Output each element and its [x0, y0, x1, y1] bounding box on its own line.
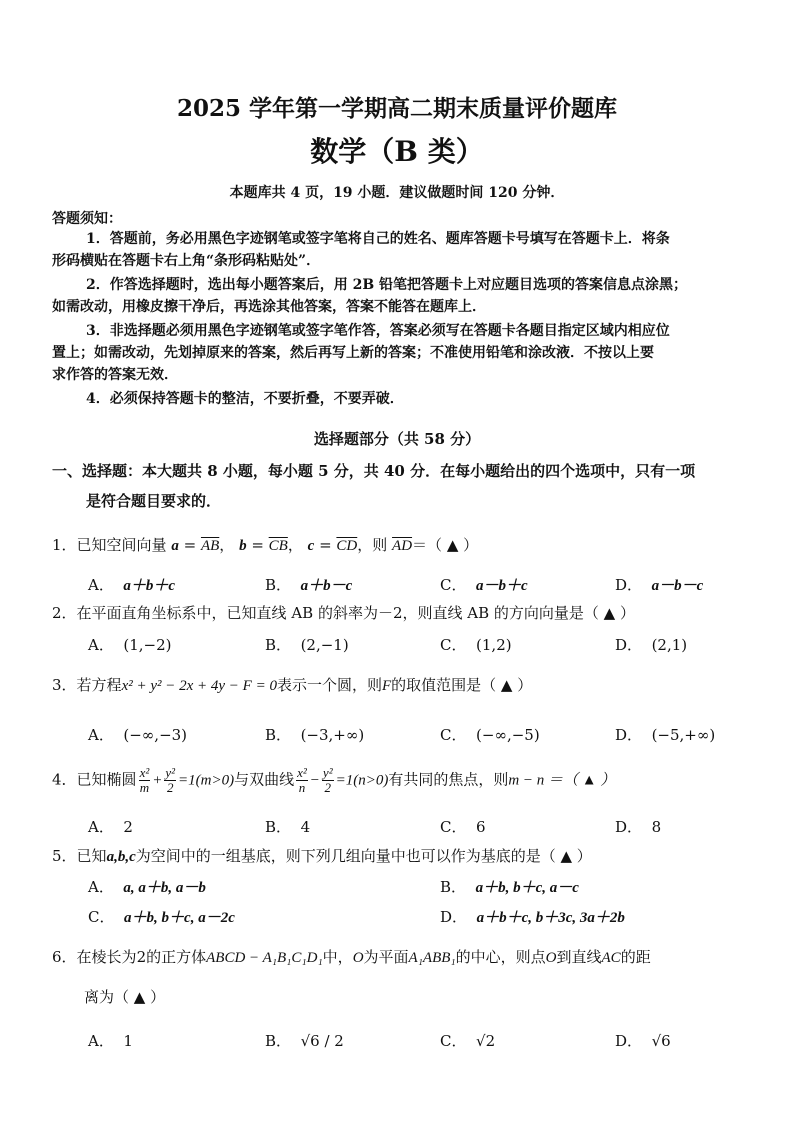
option-a[interactable]: A． (1,−2)	[88, 636, 172, 654]
question-number: 1．	[52, 536, 77, 554]
question-5: 5．已知a,b,c为空间中的一组基底，则下列几组向量中也可以作为基底的是（ ▲ ）	[52, 847, 592, 865]
question-4: 4．已知椭圆 $\frac{\text{x²}}{m}$ + $\frac{\text{y²}}{2}$ =1(m>0)与双曲线 $\frac{\text{x²}}{n}$ − $\frac{\text{y²}}{2}$ =1(n>0)有共同的焦点，则m − n ＝（ ▲ ）	[52, 765, 616, 795]
question-2: 2．在平面直角坐标系中，已知直线 AB 的斜率为－2，则直线 AB 的方向向量是（ ▲ ）	[52, 604, 635, 622]
option-b[interactable]: B． 4	[265, 818, 311, 836]
note-line: 置上；如需改动，先划掉原来的答案，然后再写上新的答案；不准使用铅笔和涂改液．不按以上要	[52, 345, 654, 361]
option-b[interactable]: B． a＋b, b＋c, a－c	[440, 878, 579, 896]
option-a[interactable]: A． 2	[88, 818, 133, 836]
option-d[interactable]: D． a－b－c	[615, 576, 704, 594]
option-b[interactable]: B． (−3,+∞)	[265, 726, 365, 744]
hyperbola-term-y: $\frac{\text{y²}}{2}$	[322, 765, 333, 795]
question-6-cont: 离为（ ▲ ）	[84, 988, 166, 1006]
option-a[interactable]: A． 1	[88, 1032, 133, 1050]
notes-heading: 答题须知：	[52, 211, 122, 227]
option-c[interactable]: C． (−∞,−5)	[440, 726, 540, 744]
question-3: 3．若方程x² + y² − 2x + 4y − F = 0表示一个圆，则F的取值范围是（ ▲ ）	[52, 676, 533, 694]
note-line: 形码横贴在答题卡右上角“条形码粘贴处”．	[52, 253, 321, 269]
question-number: 3．	[52, 676, 77, 694]
note-line: 如需改动，用橡皮擦干净后，再选涂其他答案，答案不能答在题库上．	[52, 299, 486, 315]
subject-title: 数学（B 类）	[310, 135, 484, 168]
note-line: 1．答题前，务必用黑色字迹钢笔或签字笔将自己的姓名、题库答题卡号填写在答题卡上．将条	[86, 231, 670, 247]
section-heading: 选择题部分（共 58 分）	[313, 430, 481, 448]
option-c[interactable]: C． a＋b, b＋c, a－2c	[88, 908, 235, 926]
option-d[interactable]: D． a＋b＋c, b＋3c, 3a＋2b	[440, 908, 625, 926]
exam-info: 本题库共 4 页，19 小题．建议做题时间 120 分钟．	[229, 185, 565, 201]
circle-equation: x² + y² − 2x + 4y − F = 0	[121, 678, 277, 694]
question-number: 6．	[52, 948, 77, 966]
ellipse-term-x: $\frac{\text{x²}}{m}$	[139, 765, 150, 795]
note-line: 4．必须保持答题卡的整洁，不要折叠，不要弄破．	[86, 391, 404, 407]
hyperbola-term-x: $\frac{\text{x²}}{n}$	[297, 765, 307, 795]
question-number: 4．	[52, 770, 77, 789]
option-c[interactable]: C． 6	[440, 818, 486, 836]
option-d[interactable]: D． (2,1)	[615, 636, 688, 654]
part-instructions: 一、选择题：本大题共 8 小题，每小题 5 分，共 40 分．在每小题给出的四个选项中，只有一项	[52, 462, 696, 480]
question-number: 5．	[52, 847, 77, 865]
note-line: 3．非选择题必须用黑色字迹钢笔或签字笔作答，答案必须写在答题卡各题目指定区域内相应位	[86, 323, 670, 339]
vector-definitions: $a = \overline{AB}$， $b = \overline{CB}$， $c = \overline{CD}$	[171, 536, 358, 554]
option-b[interactable]: B． (2,−1)	[265, 636, 349, 654]
option-d[interactable]: D． (−5,+∞)	[615, 726, 716, 744]
option-b[interactable]: B． √6 / 2	[265, 1032, 344, 1050]
option-a[interactable]: A． a＋b＋c	[88, 576, 176, 594]
option-c[interactable]: C． (1,2)	[440, 636, 512, 654]
option-a[interactable]: A． a, a＋b, a－b	[88, 878, 206, 896]
option-a[interactable]: A． (−∞,−3)	[88, 726, 188, 744]
note-line: 求作答的答案无效．	[52, 367, 178, 383]
part-instructions-cont: 是符合题目要求的．	[86, 492, 222, 510]
question-number: 2．	[52, 604, 77, 622]
option-c[interactable]: C． a－b＋c	[440, 576, 528, 594]
question-6: 6．在棱长为2的正方体ABCD − A₁B₁C₁D₁中，O为平面A₁ABB₁的中心，则点O到直线AC的距	[52, 948, 651, 966]
option-b[interactable]: B． a＋b－c	[265, 576, 353, 594]
question-1: 1．已知空间向量 $a = \overline{AB}$， $b = \overline{CB}$， $c = \overline{CD}$，则 $\overline{AD}=$（ ▲ ）	[52, 536, 479, 554]
option-c[interactable]: C． √2	[440, 1032, 496, 1050]
ellipse-term-y: $\frac{\text{y²}}{2}$	[165, 765, 176, 795]
note-line: 2．作答选择题时，选出每小题答案后，用 2B 铅笔把答题卡上对应题目选项的答案信息点涂黑；	[86, 277, 688, 293]
exam-title: 2025 学年第一学期高二期末质量评价题库	[176, 95, 618, 122]
option-d[interactable]: D． 8	[615, 818, 662, 836]
option-d[interactable]: D． √6	[615, 1032, 671, 1050]
